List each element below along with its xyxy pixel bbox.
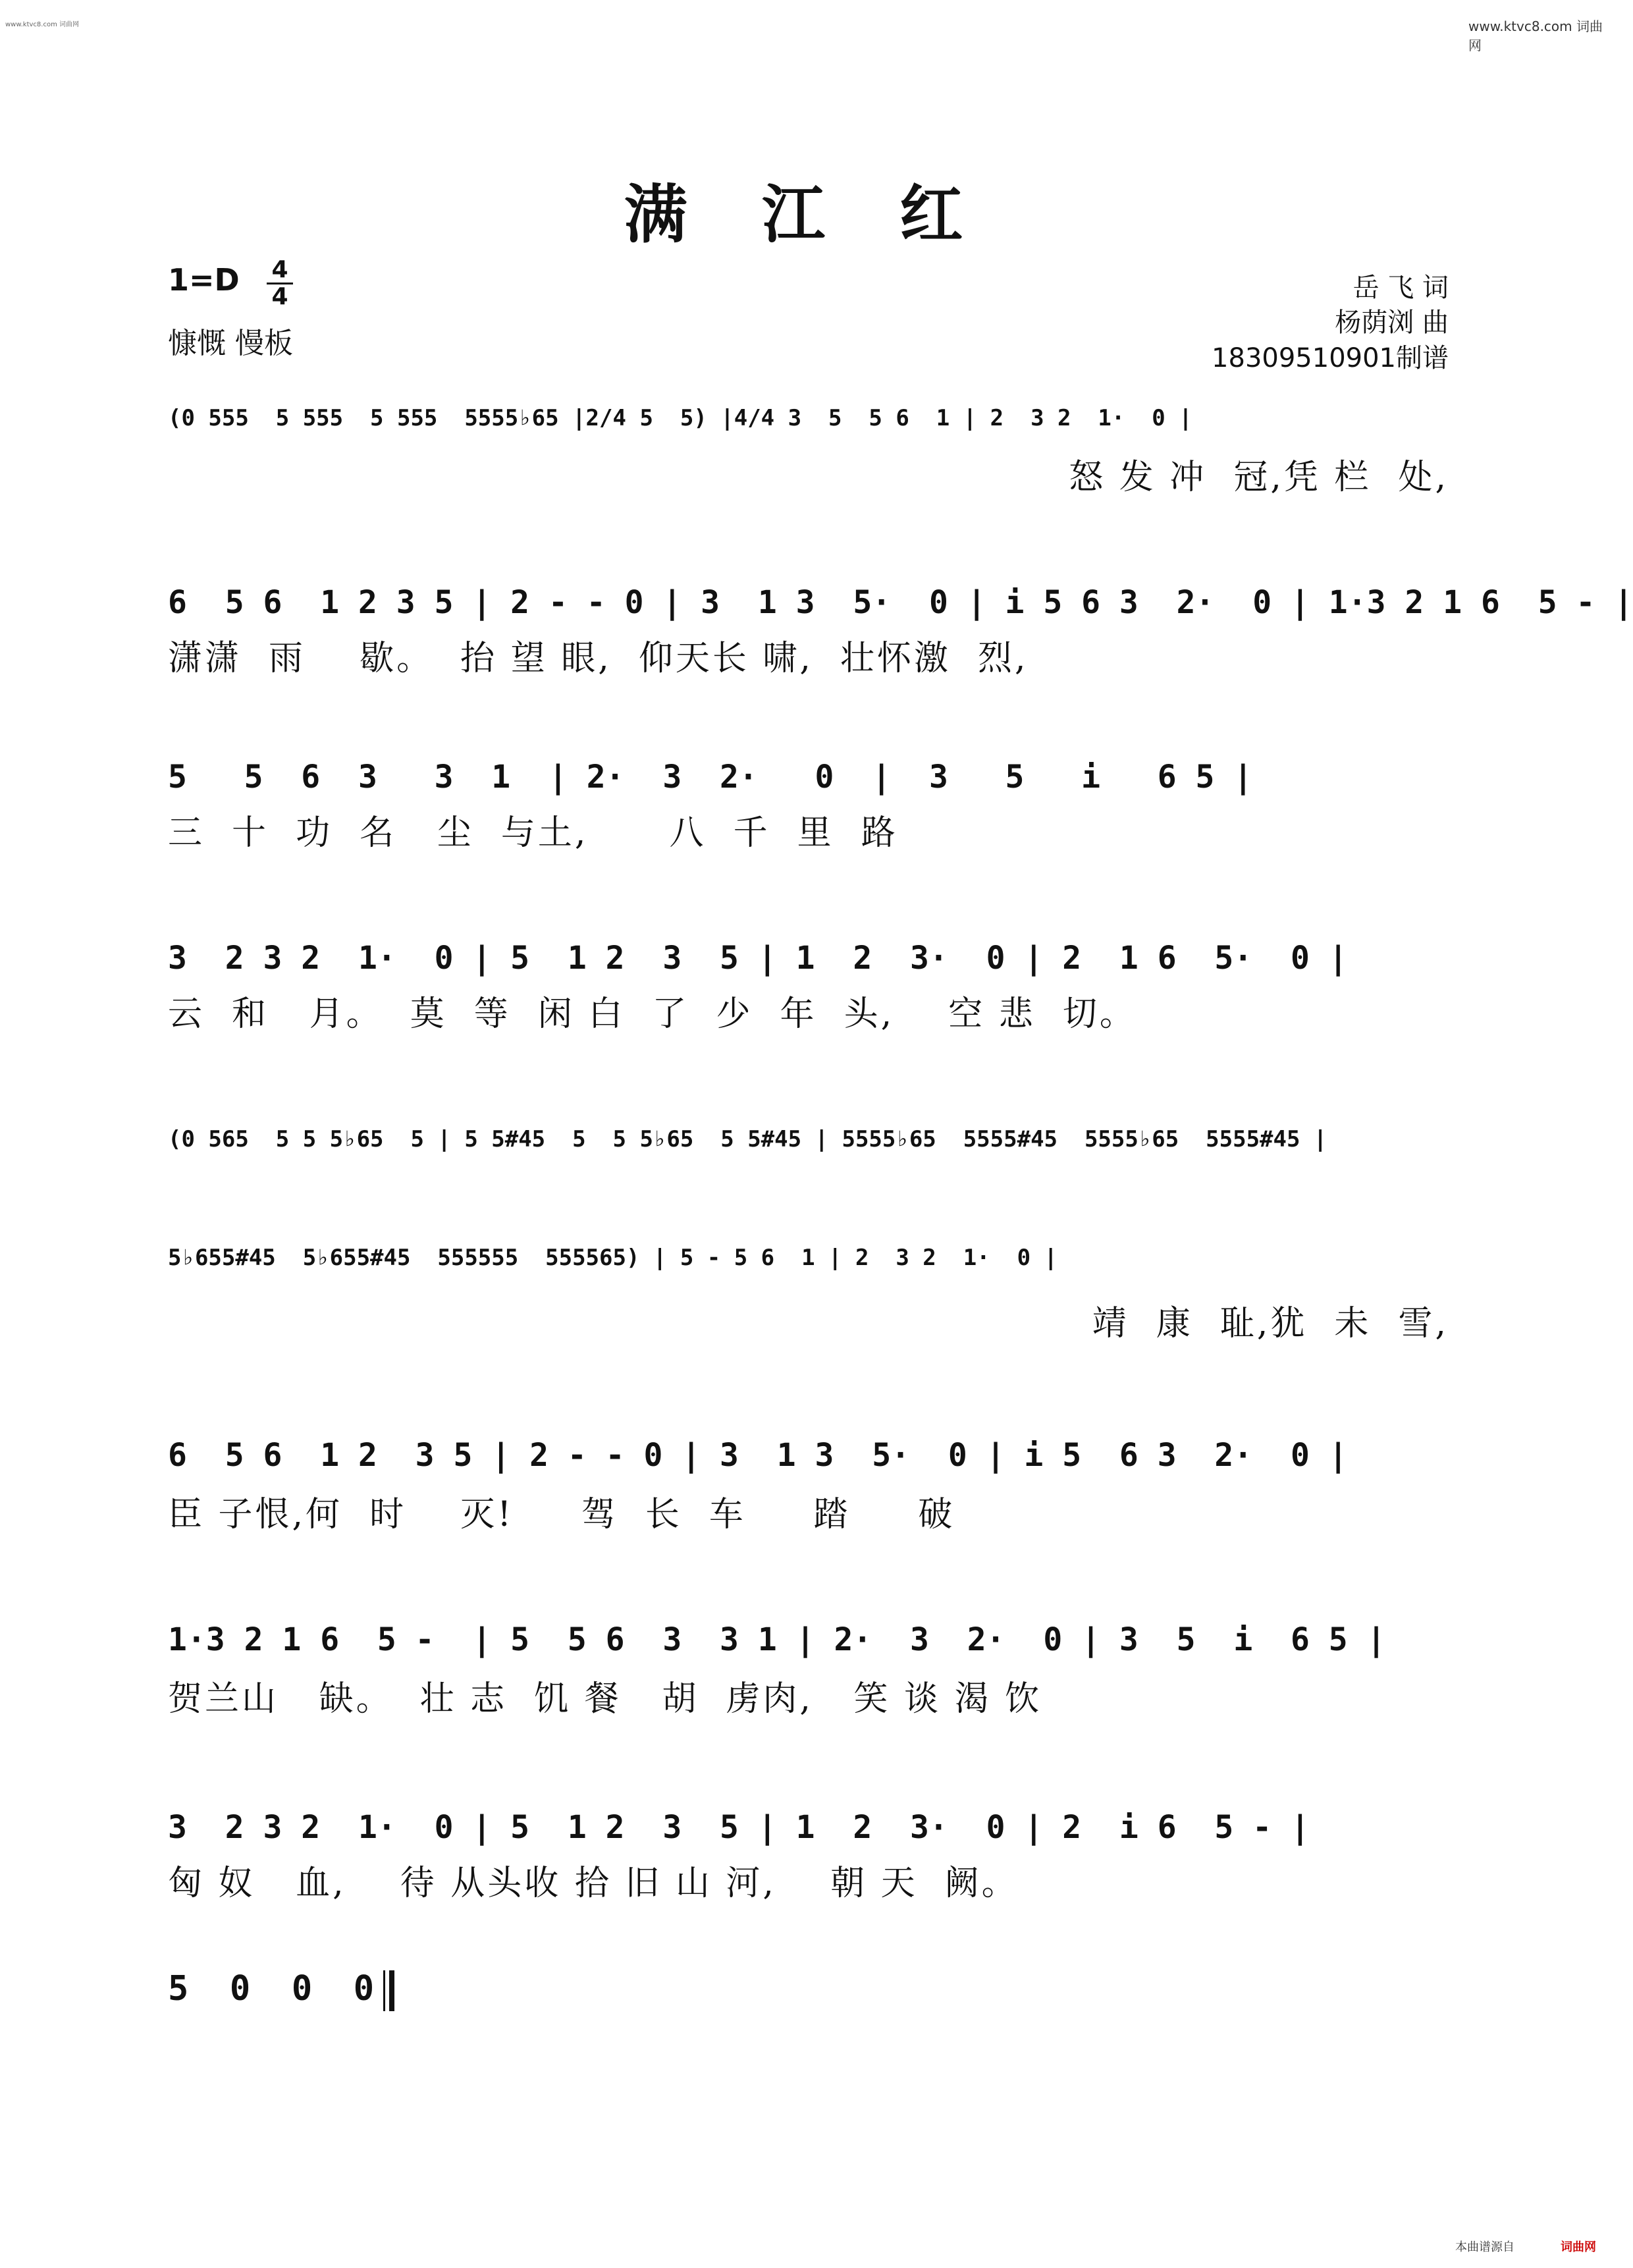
footer-brand-link[interactable]: 词曲网 [1561, 2240, 1596, 2254]
score-row-6-lyrics: 靖 康 耻,犹 未 雪, [1092, 1304, 1449, 1343]
score-row-8-notes: 1·3 2 1 6 5 - | 5 5 6 3 3 1 | 2· 3 2· 0 | 3 5 i 6 5 | [168, 1621, 1386, 1658]
score-ending-notes: 5 0 0 0 [168, 1969, 375, 2009]
score-row-9-lyrics: 匈 奴 血, 待 从头收 拾 旧 山 河, 朝 天 阙。 [168, 1864, 1019, 1903]
score-row-7-lyrics: 臣 子恨,何 时 灭! 驾 长 车 踏 破 [168, 1495, 955, 1534]
score-row-8-lyrics: 贺兰山 缺。 壮 志 饥 餐 胡 虏肉, 笑 谈 渴 饮 [168, 1679, 1042, 1719]
final-barline-thick [389, 1970, 394, 2011]
final-barline-thin [383, 1970, 385, 2011]
key-signature: 1=D [168, 262, 240, 298]
score-row-5-notes: (0 565 5 5 5♭65 5 | 5 5#45 5 5 5♭65 5 5#45 | 5555♭65 5555#45 5555♭65 5555#45 | [168, 1126, 1327, 1152]
tempo-marking: 慷慨 慢板 [168, 327, 293, 360]
time-signature [267, 258, 293, 309]
right-watermark-strip [1597, 0, 1613, 2268]
score-row-4-lyrics: 云 和 月。 莫 等 闲 白 了 少 年 头, 空 悲 切。 [168, 994, 1137, 1034]
composer-credit: 杨荫浏 曲 [1335, 308, 1449, 338]
score-row-1-lyrics: 怒 发 冲 冠,凭 栏 处, [1069, 458, 1449, 497]
time-signature-bottom: 4 [271, 283, 288, 310]
score-row-1-notes: (0 555 5 555 5 555 5555♭65 |2/4 5 5) |4/4 3 5 5 6 1 | 2 3 2 1· 0 | [168, 405, 1192, 431]
time-signature-top: 4 [271, 256, 288, 283]
score-row-2-lyrics: 潇潇 雨 歇。 抬 望 眼, 仰天长 啸, 壮怀激 烈, [168, 639, 1029, 678]
score-row-3-notes: 5 5 6 3 3 1 | 2· 3 2· 0 | 3 5 i 6 5 | [168, 759, 1253, 796]
score-row-4-notes: 3 2 3 2 1· 0 | 5 1 2 3 5 | 1 2 3· 0 | 2 1 6 5· 0 | [168, 940, 1348, 977]
lyricist-credit: 岳 飞 词 [1352, 273, 1449, 303]
score-ending [168, 1969, 394, 2011]
score-row-2-notes: 6 5 6 1 2 3 5 | 2 - - 0 | 3 1 3 5· 0 | i 5 6 3 2· 0 | 1·3 2 1 6 5 - | [168, 584, 1633, 621]
notation-credit: 18309510901制谱 [1212, 343, 1449, 373]
left-watermark-strip [0, 0, 16, 2268]
top-right-site-label: www.ktvc8.com 词曲网 [1468, 18, 1603, 53]
song-title: 满 江 红 [624, 177, 990, 252]
footer-source-label: 本曲谱源自 [1455, 2240, 1514, 2254]
score-row-7-notes: 6 5 6 1 2 3 5 | 2 - - 0 | 3 1 3 5· 0 | i 5 6 3 2· 0 | [168, 1437, 1348, 1474]
score-row-3-lyrics: 三 十 功 名 尘 与土, 八 千 里 路 [168, 813, 898, 853]
score-row-6-notes: 5♭655#45 5♭655#45 555555 555565) | 5 - 5 6 1 | 2 3 2 1· 0 | [168, 1245, 1058, 1271]
top-left-site-label: www.ktvc8.com 词曲网 [5, 21, 80, 28]
score-row-9-notes: 3 2 3 2 1· 0 | 5 1 2 3 5 | 1 2 3· 0 | 2 i 6 5 - | [168, 1809, 1310, 1846]
